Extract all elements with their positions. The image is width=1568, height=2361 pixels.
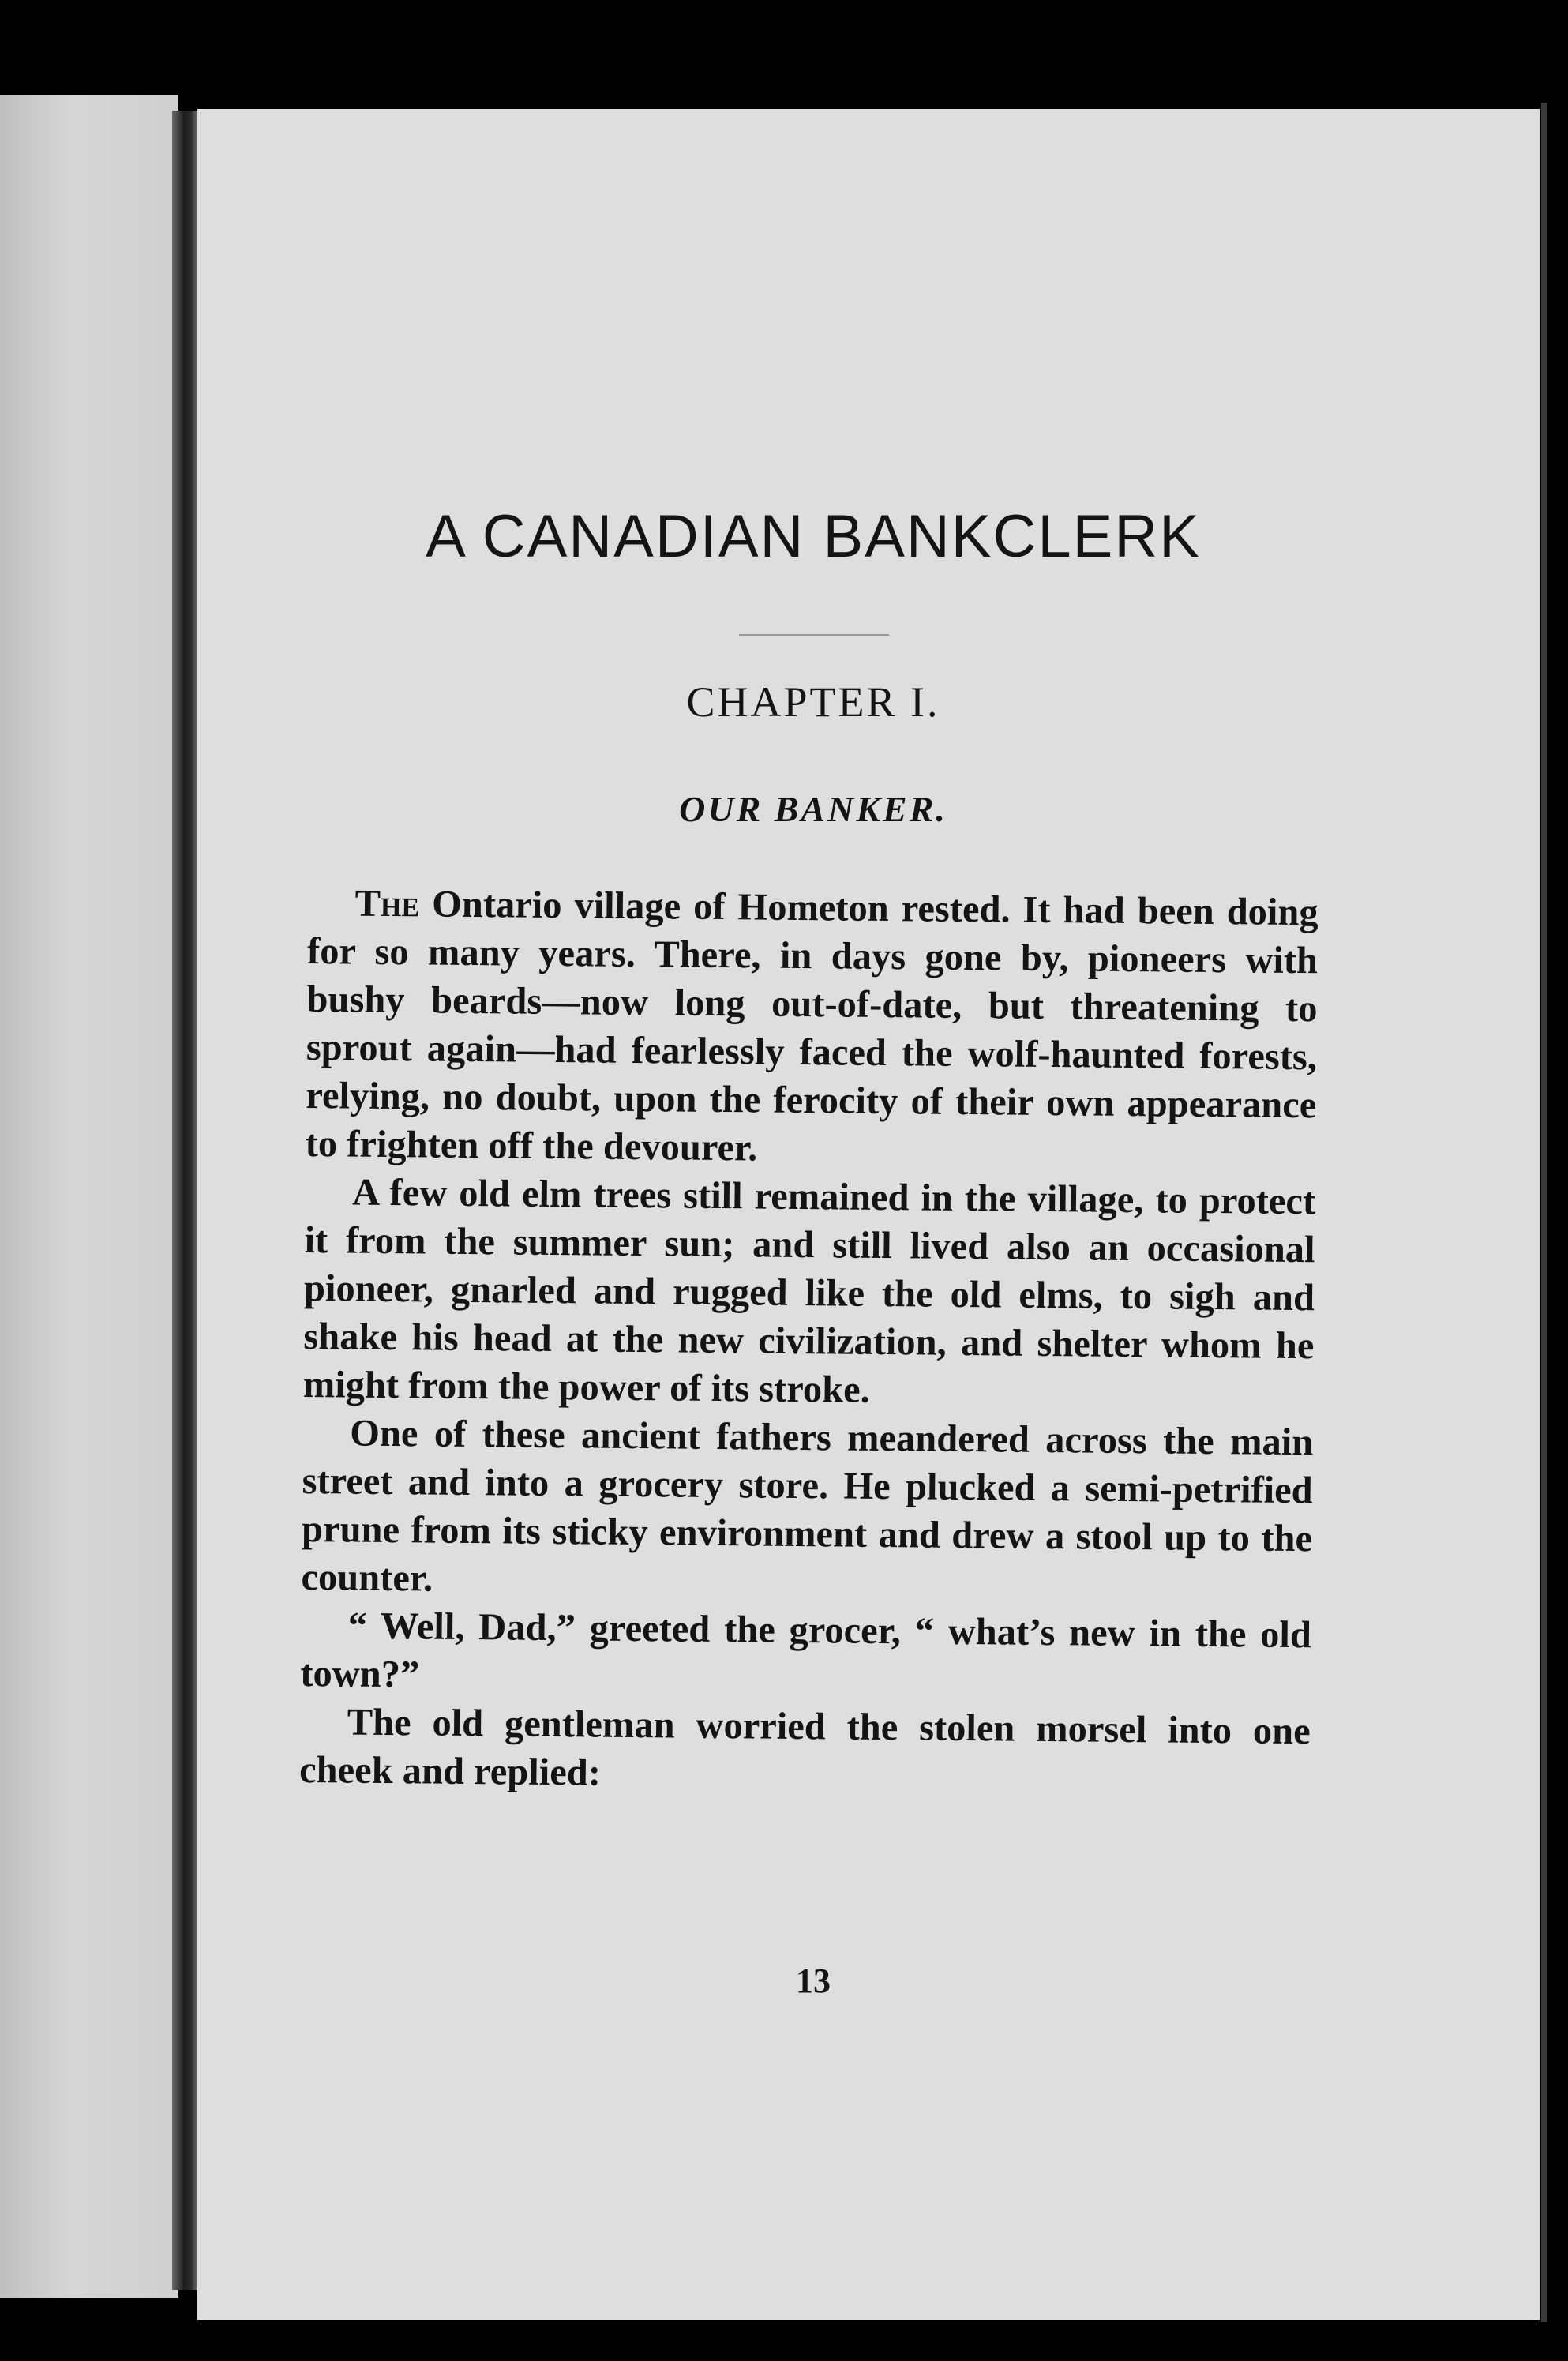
- chapter-subtitle: OUR BANKER.: [679, 789, 947, 829]
- chapter-heading: CHAPTER I.: [686, 678, 940, 726]
- facing-page-edge: [0, 95, 178, 2298]
- paragraph-lead-word: The: [354, 882, 420, 925]
- paragraph-3: One of these ancient fathers meandered across the main street and into a grocery store. He plucked a semi-petrified prune from its sticky environment and drew a stool up to the counter.: [301, 1412, 1314, 1600]
- page-number: 13: [796, 1961, 831, 2000]
- book-spine: [172, 111, 199, 2290]
- page-edge-shadow: [1541, 103, 1547, 2322]
- chapter-body: [299, 879, 1319, 1804]
- paragraph-5: The old gentleman worried the stolen morsel into one cheek and replied:: [298, 1701, 1311, 1794]
- title-divider: [739, 634, 889, 636]
- book-title: A CANADIAN BANKCLERK: [426, 503, 1201, 570]
- paragraph-1: [305, 879, 1318, 1177]
- book-page: [197, 109, 1540, 2320]
- paragraph-4: “ Well, Dad,” greeted the grocer, “ what’s new in the old town?”: [300, 1605, 1312, 1696]
- paragraph-2: A few old elm trees still remained in the village, to protect it from the summer sun; and still lived also an occasional pioneer, gnarled and rugged like the old elms, to sigh and shake his head at the new civilization, and shelter whom he might from the power of its stroke.: [302, 1171, 1316, 1411]
- paragraph-1-text: Ontario village of Hometon rested. It had been doing for so many years. There, in days gone by, pioneers with bushy beards—now long out-of-date, but threatening to sprout again—had fearlessly faced the wolf-haunted forests, relying, no doubt, upon the ferocity of their own appearance to frighten off the devourer.: [305, 883, 1319, 1169]
